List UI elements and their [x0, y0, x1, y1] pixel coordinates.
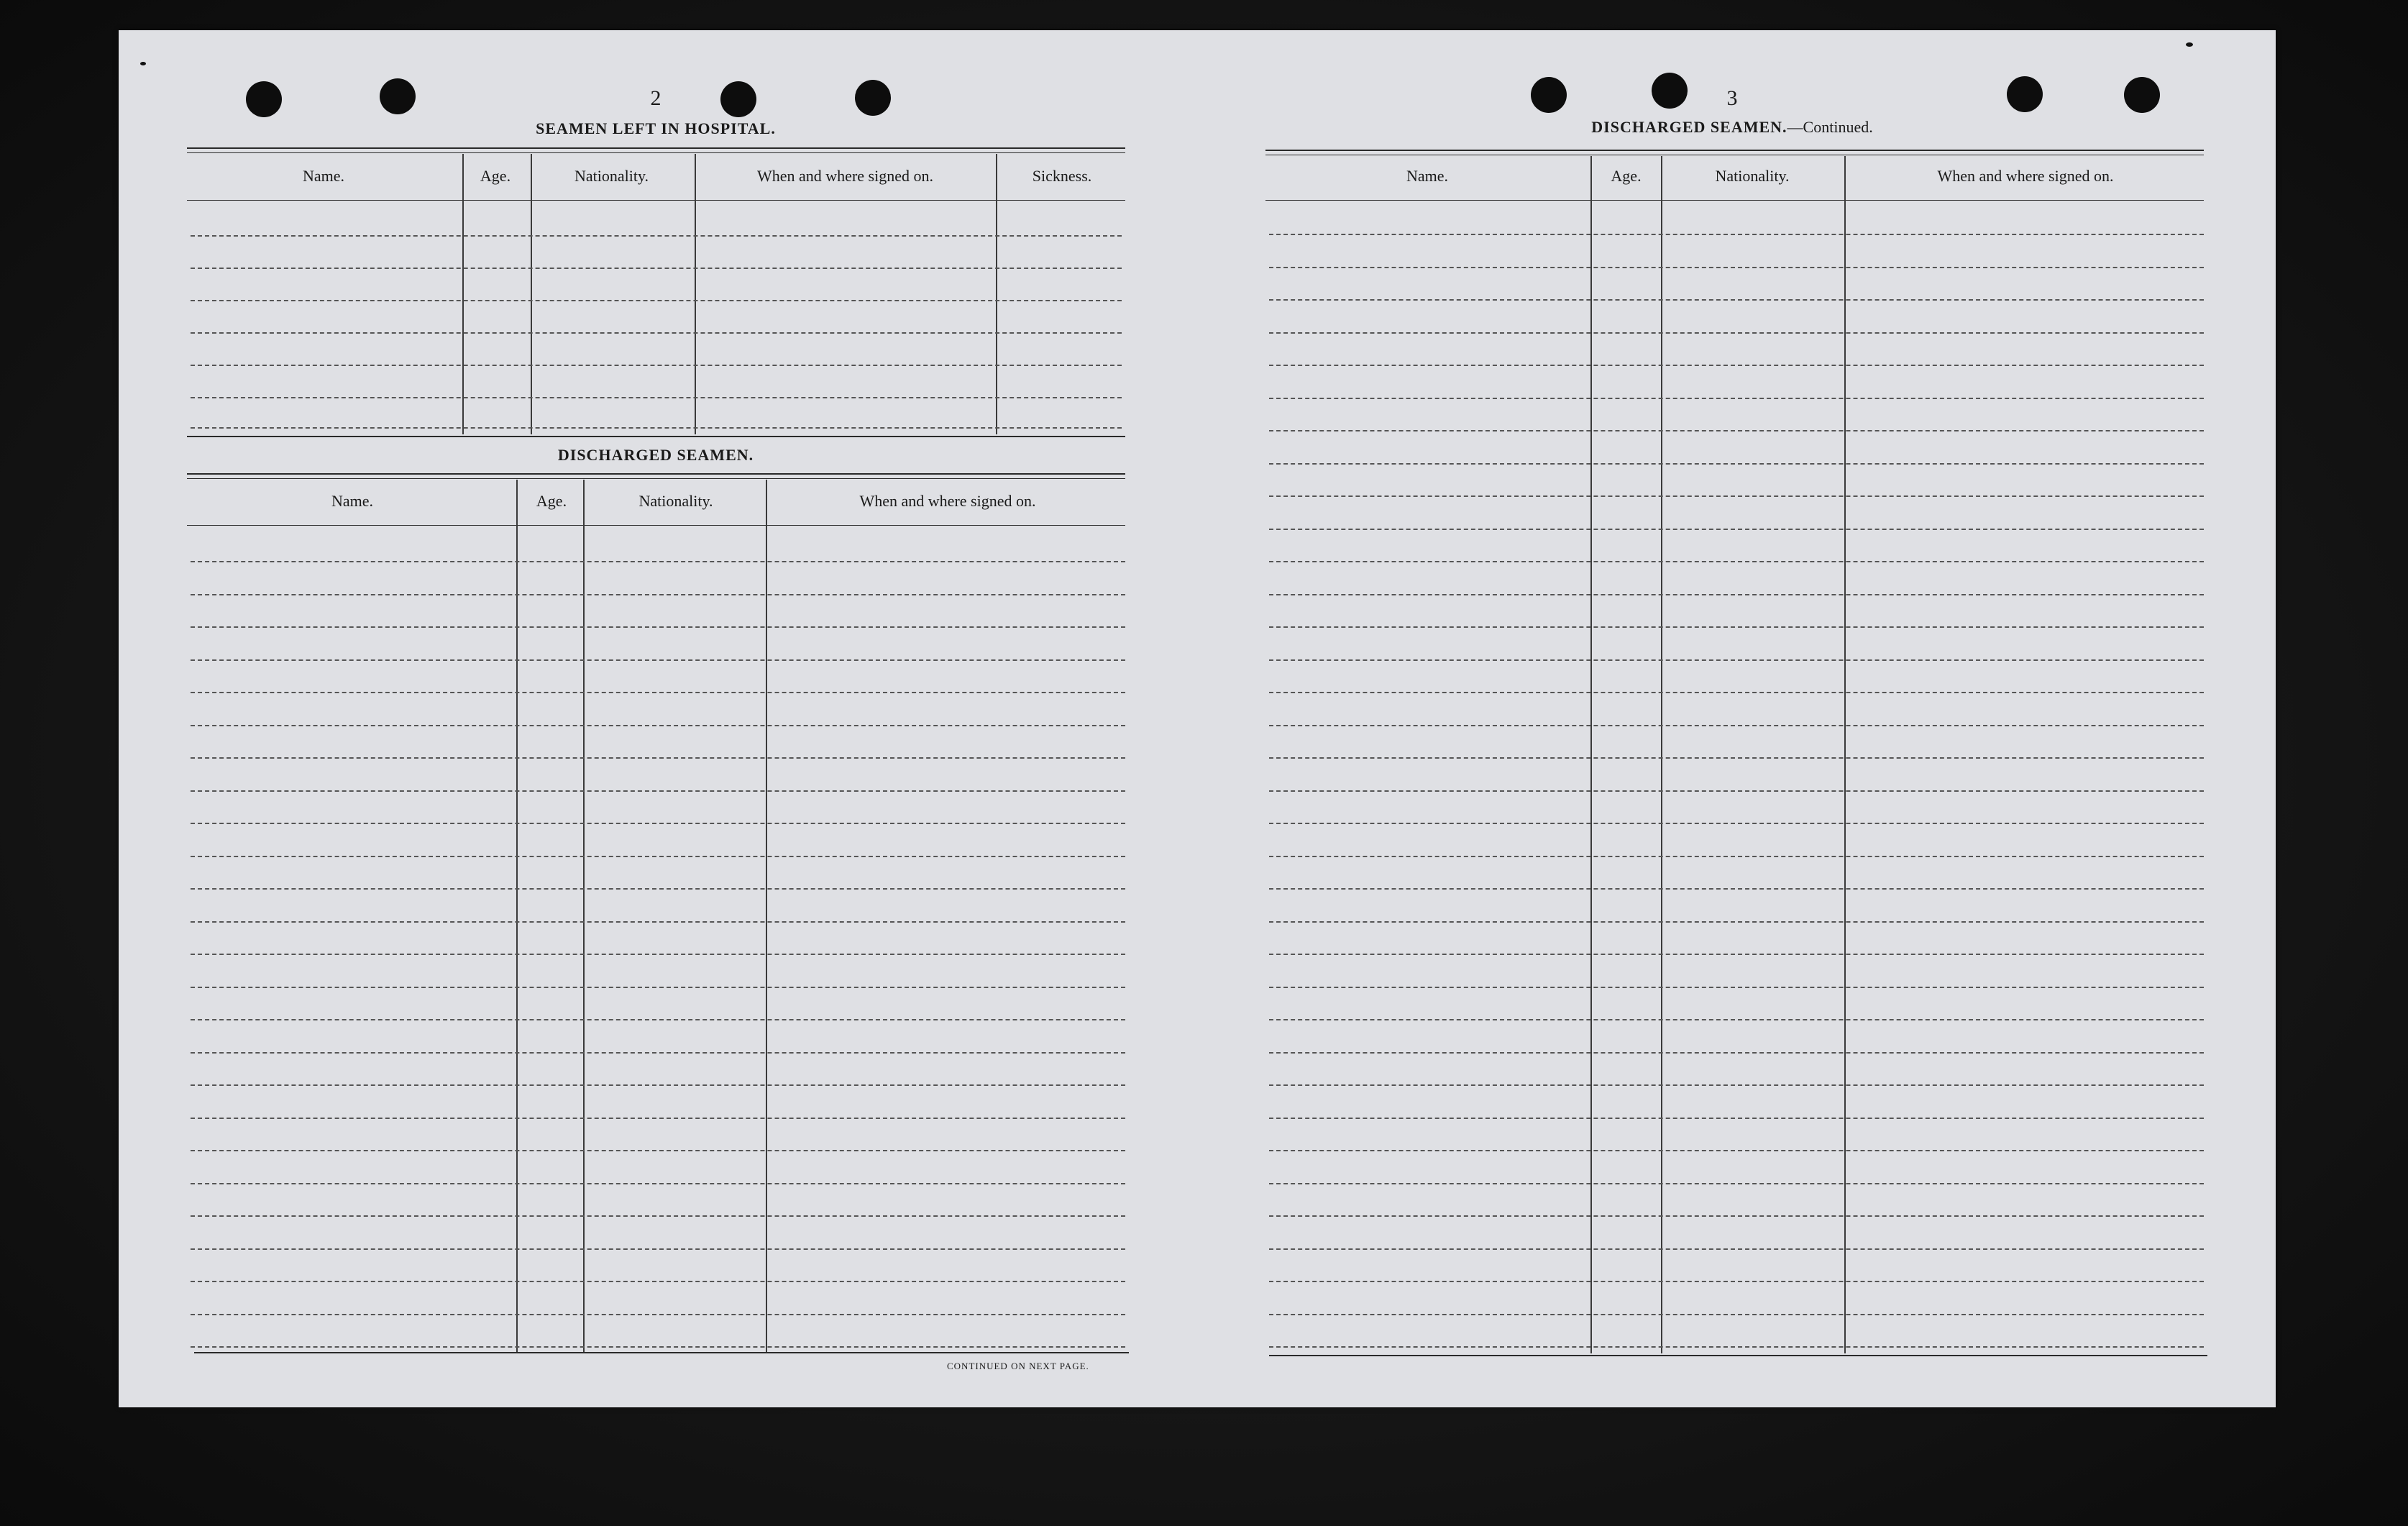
discharged-continued-entry-line: [1269, 692, 2204, 693]
punch-hole: [380, 78, 416, 114]
discharged-entry-line: [191, 1281, 1125, 1282]
continued-suffix: —Continued.: [1787, 118, 1873, 136]
discharged-continued-entry-line: [1269, 594, 2204, 595]
discharged-continued-entry-line: [1269, 1215, 2204, 1217]
discharged-entry-line: [191, 757, 1125, 759]
discharged-continued-entry-line: [1269, 1314, 2204, 1315]
punch-hole: [720, 81, 756, 117]
hospital-top-rule: [187, 147, 1125, 149]
discharged-continued-entry-line: [1269, 1346, 2204, 1348]
hospital-col-divider: [996, 154, 997, 434]
discharged-col-name: Name.: [331, 492, 374, 510]
discharged-continued-entry-line: [1269, 987, 2204, 988]
discharged-entry-line: [191, 790, 1125, 792]
hospital-section-title: SEAMEN LEFT IN HOSPITAL.: [536, 119, 776, 137]
hospital-entry-line: [191, 235, 1122, 237]
right-col-signed-on: When and where signed on.: [1937, 167, 2114, 185]
hospital-col-age: Age.: [480, 167, 511, 185]
right-col-name: Name.: [1406, 167, 1449, 185]
discharged-entry-line: [191, 921, 1125, 923]
discharged-continued-entry-line: [1269, 430, 2204, 431]
discharged-continued-entry-line: [1269, 856, 2204, 857]
discharged-col-nationality: Nationality.: [638, 492, 713, 510]
discharged-continued-entry-line: [1269, 659, 2204, 661]
punch-hole: [1652, 73, 1688, 109]
discharged-col-age: Age.: [536, 492, 567, 510]
discharged-entry-line: [191, 725, 1125, 726]
hospital-entry-line: [191, 332, 1122, 334]
hospital-entry-line: [191, 300, 1122, 301]
right-col-divider: [1661, 156, 1662, 1353]
discharged-entry-line: [191, 1346, 1125, 1348]
discharged-continued-entry-line: [1269, 463, 2204, 465]
discharged-continued-entry-line: [1269, 823, 2204, 824]
discharged-continued-entry-line: [1269, 1052, 2204, 1054]
right-col-divider: [1590, 156, 1592, 1353]
page-number-left: 2: [650, 86, 661, 110]
discharged-entry-line: [191, 1019, 1125, 1020]
discharged-entry-line: [191, 561, 1125, 562]
discharged-continued-entry-line: [1269, 921, 2204, 923]
discharged-top-rule: [187, 473, 1125, 475]
discharged-col-signed-on: When and where signed on.: [859, 492, 1036, 510]
discharged-continued-entry-line: [1269, 1248, 2204, 1250]
hospital-col-divider: [531, 154, 532, 434]
discharged-continued-entry-line: [1269, 1183, 2204, 1184]
hospital-entry-line: [191, 268, 1122, 269]
right-top-rule: [1265, 150, 2204, 151]
discharged-entry-line: [191, 888, 1125, 890]
continued-note: CONTINUED ON NEXT PAGE.: [947, 1361, 1089, 1371]
discharged-entry-line: [191, 1052, 1125, 1054]
discharged-entry-line: [191, 1248, 1125, 1250]
hospital-entry-line: [191, 365, 1122, 366]
discharged-continued-entry-line: [1269, 757, 2204, 759]
punch-hole: [855, 80, 891, 116]
discharged-section-title: DISCHARGED SEAMEN.: [557, 446, 754, 464]
hospital-col-nationality: Nationality.: [574, 167, 649, 185]
paper-speck: [2186, 42, 2193, 47]
discharged-continued-entry-line: [1269, 725, 2204, 726]
discharged-entry-line: [191, 1118, 1125, 1119]
paper-speck: [140, 62, 146, 65]
discharged-col-divider: [516, 480, 518, 1353]
discharged-continued-entry-line: [1269, 495, 2204, 497]
punch-hole: [1531, 77, 1567, 113]
discharged-continued-entry-line: [1269, 561, 2204, 562]
discharged-entry-line: [191, 1215, 1125, 1217]
discharged-entry-line: [191, 1183, 1125, 1184]
hospital-entry-line: [191, 427, 1122, 429]
hospital-col-divider: [695, 154, 696, 434]
ledger-sheet: [119, 30, 2276, 1407]
discharged-entry-line: [191, 823, 1125, 824]
discharged-continued-title-text: DISCHARGED SEAMEN.: [1591, 118, 1787, 136]
page-number-right: 3: [1726, 86, 1738, 110]
right-col-age: Age.: [1611, 167, 1642, 185]
hospital-col-divider: [462, 154, 464, 434]
discharged-col-divider: [583, 480, 585, 1353]
discharged-bottom-rule: [194, 1352, 1129, 1353]
punch-hole: [2007, 76, 2043, 112]
discharged-top-rule-2: [187, 478, 1125, 479]
hospital-entry-line: [191, 397, 1122, 398]
discharged-entry-line: [191, 1150, 1125, 1151]
discharged-continued-entry-line: [1269, 234, 2204, 235]
discharged-entry-line: [191, 626, 1125, 628]
hospital-header-rule: [187, 200, 1125, 201]
hospital-top-rule-2: [187, 152, 1125, 153]
discharged-continued-entry-line: [1269, 398, 2204, 399]
discharged-entry-line: [191, 954, 1125, 955]
discharged-entry-line: [191, 856, 1125, 857]
discharged-entry-line: [191, 1084, 1125, 1086]
discharged-continued-entry-line: [1269, 365, 2204, 366]
discharged-continued-entry-line: [1269, 267, 2204, 268]
discharged-entry-line: [191, 692, 1125, 693]
discharged-entry-line: [191, 987, 1125, 988]
hospital-col-signed-on: When and where signed on.: [757, 167, 933, 185]
hospital-bottom-rule: [187, 436, 1125, 437]
hospital-col-name: Name.: [302, 167, 345, 185]
discharged-continued-entry-line: [1269, 888, 2204, 890]
discharged-header-rule: [187, 525, 1125, 526]
punch-hole: [2124, 77, 2160, 113]
discharged-continued-entry-line: [1269, 1118, 2204, 1119]
discharged-col-divider: [766, 480, 767, 1353]
right-col-nationality: Nationality.: [1715, 167, 1790, 185]
discharged-continued-entry-line: [1269, 626, 2204, 628]
right-header-rule: [1265, 200, 2204, 201]
right-bottom-rule: [1269, 1355, 2207, 1356]
discharged-continued-entry-line: [1269, 529, 2204, 530]
discharged-entry-line: [191, 1314, 1125, 1315]
discharged-continued-entry-line: [1269, 299, 2204, 301]
discharged-continued-entry-line: [1269, 332, 2204, 334]
discharged-continued-entry-line: [1269, 1281, 2204, 1282]
right-col-divider: [1844, 156, 1846, 1353]
discharged-continued-entry-line: [1269, 1019, 2204, 1020]
discharged-continued-title: [1591, 118, 1872, 137]
hospital-col-sickness: Sickness.: [1032, 167, 1092, 185]
discharged-continued-entry-line: [1269, 1150, 2204, 1151]
discharged-continued-entry-line: [1269, 790, 2204, 792]
discharged-continued-entry-line: [1269, 954, 2204, 955]
discharged-entry-line: [191, 594, 1125, 595]
discharged-entry-line: [191, 659, 1125, 661]
discharged-continued-entry-line: [1269, 1084, 2204, 1086]
punch-hole: [246, 81, 282, 117]
